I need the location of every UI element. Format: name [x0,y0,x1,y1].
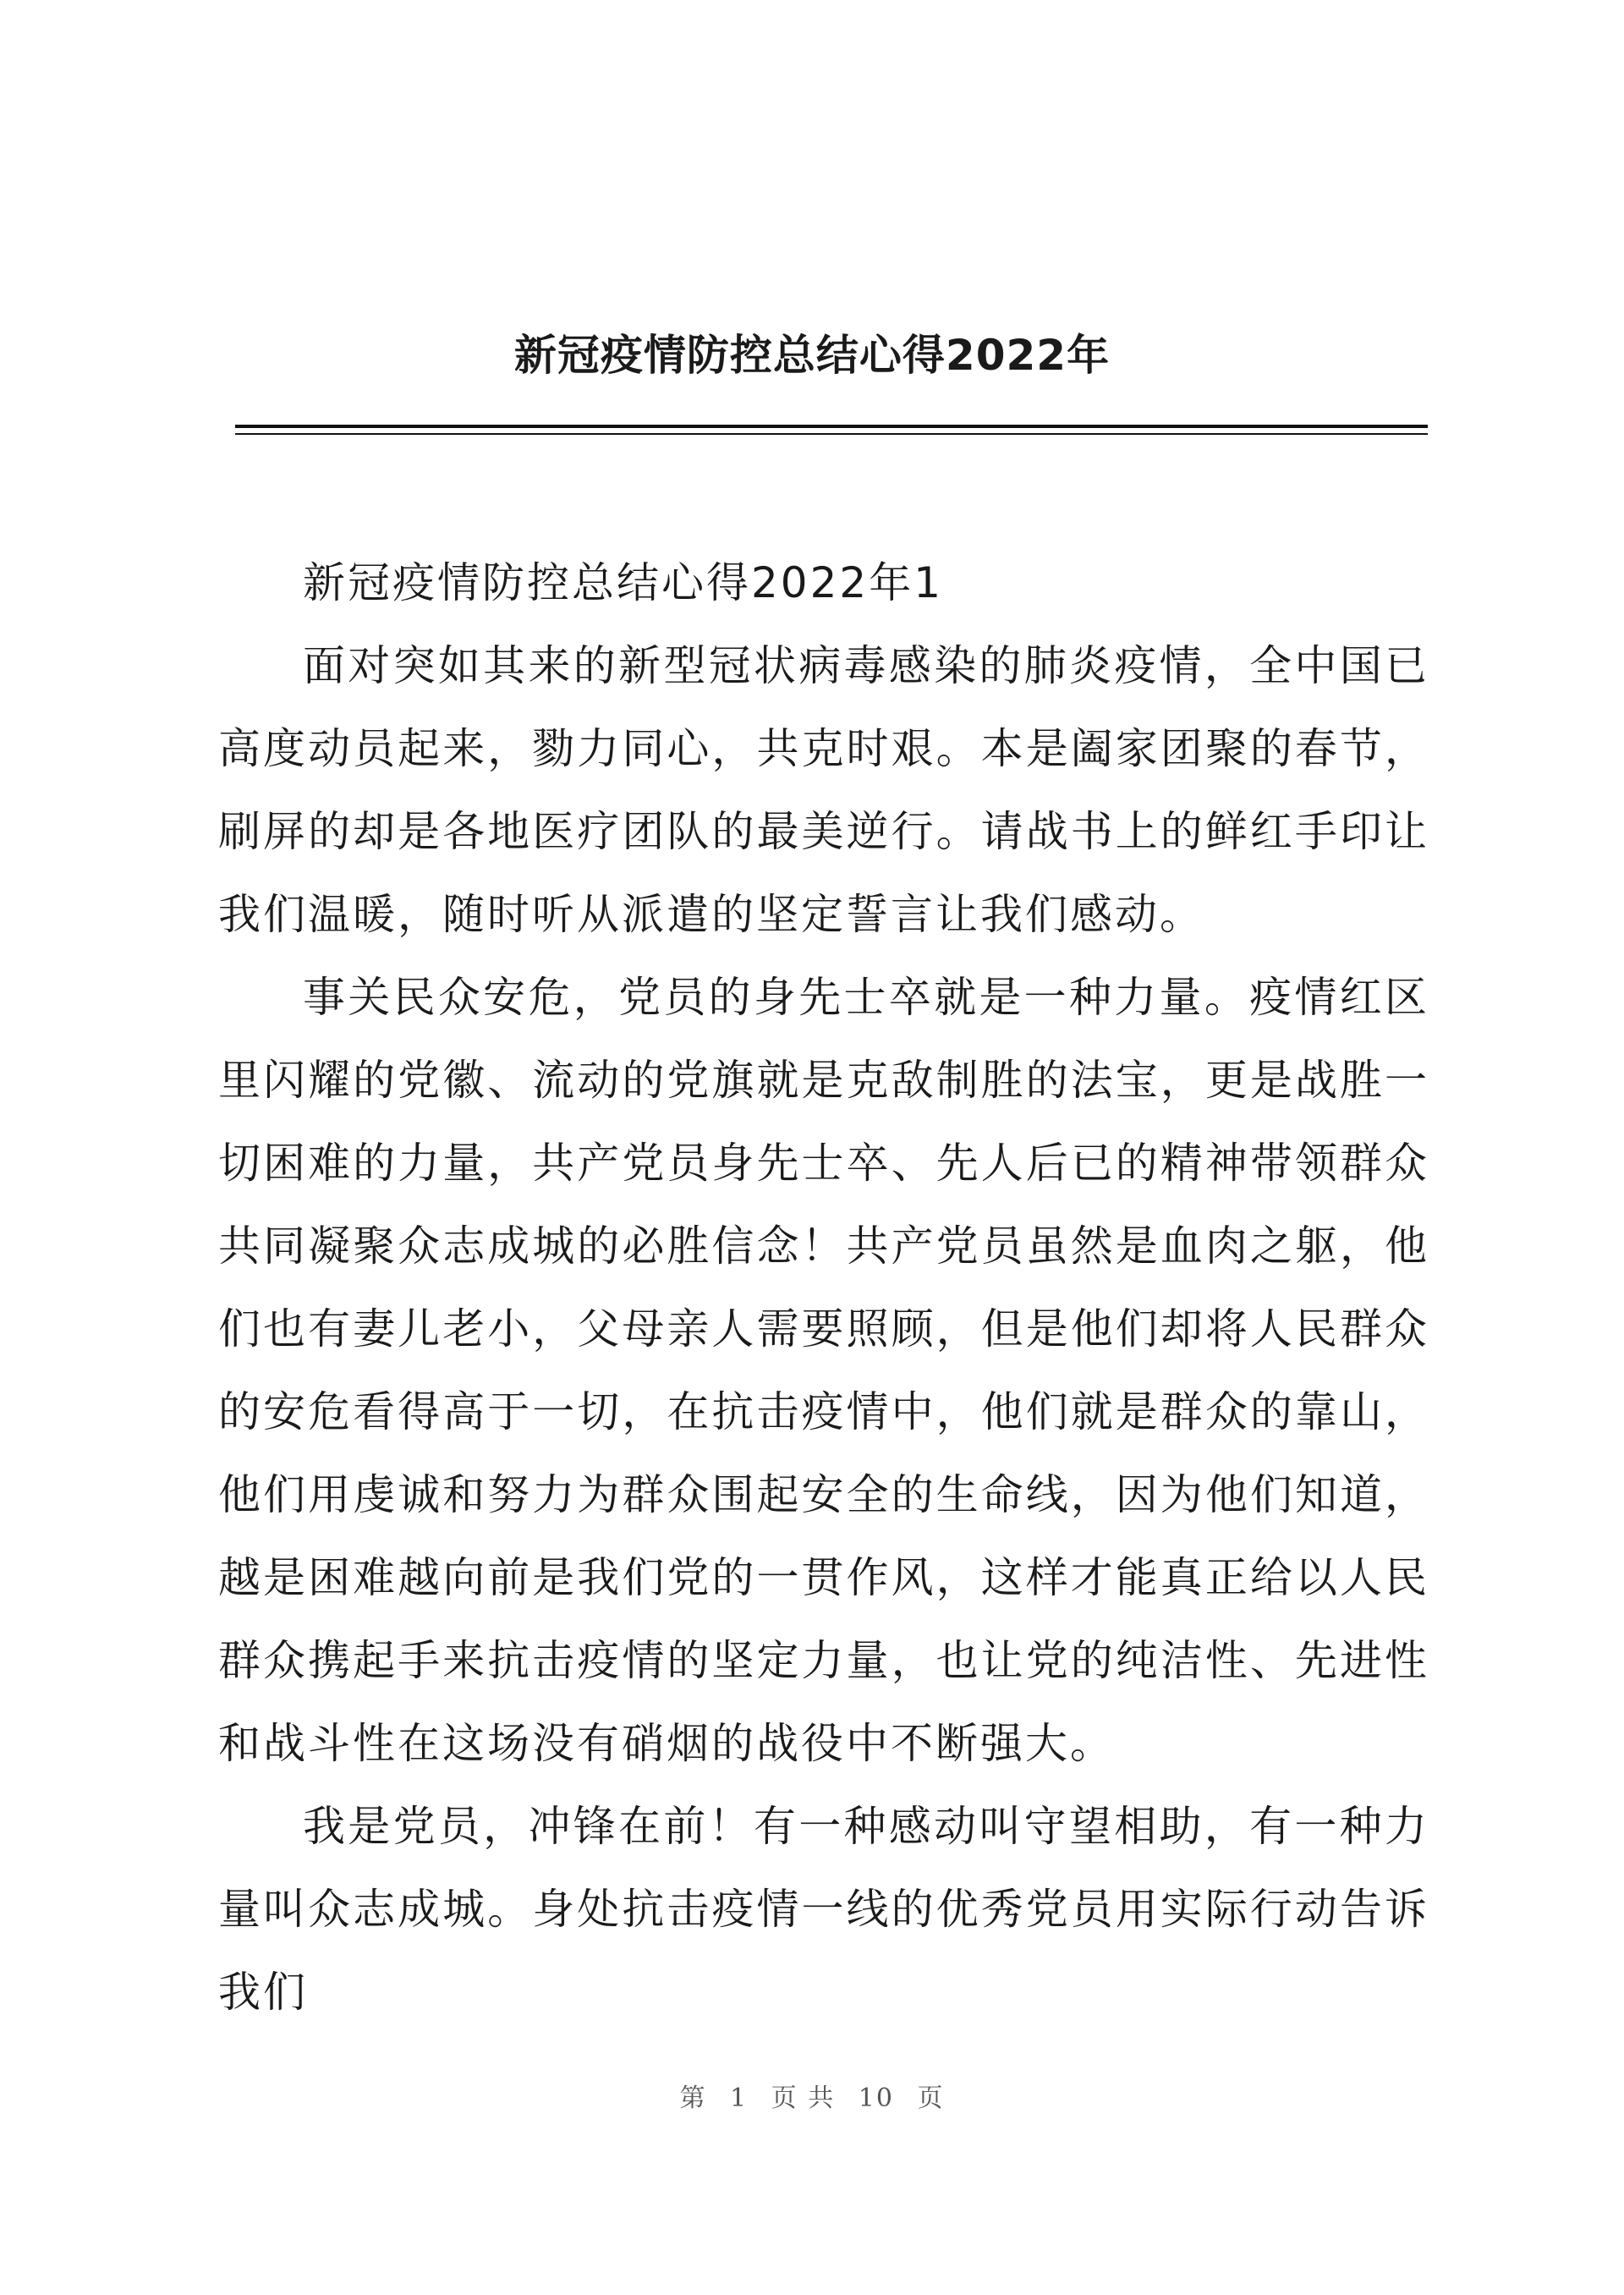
footer-current-page: 1 [730,2084,749,2113]
title-rule-thin [235,433,1428,435]
title-rule-thick [235,425,1428,428]
footer-label-page: 第 [679,2084,707,2113]
footer-total-pages: 10 [858,2084,894,2113]
page-footer [0,2077,1624,2114]
paragraph: 面对突如其来的新型冠状病毒感染的肺炎疫情，全中国已高度动员起来，勠力同心，共克时艰。本是阖家团聚的春节，刷屏的却是各地医疗团队的最美逆行。请战书上的鲜红手印让我们温暖，随时听从派遣的坚定誓言让我们感动。 [218,641,1429,939]
paragraph-subtitle: 新冠疫情防控总结心得2022年1 [303,558,944,607]
paragraph: 我是党员，冲锋在前！有一种感动叫守望相助，有一种力量叫众志成城。身处抗击疫情一线的优秀党员用实际行动告诉我们 [218,1802,1429,2017]
footer-label-pages: 页 [917,2084,945,2113]
footer-label-of: 页 共 [771,2084,836,2113]
document-body [218,541,1429,2034]
paragraph: 事关民众安危，党员的身先士卒就是一种力量。疫情红区里闪耀的党徽、流动的党旗就是克敌制胜的法宝，更是战胜一切困难的力量，共产党员身先士卒、先人后已的精神带领群众共同凝聚众志成城的必胜信念！共产党员虽然是血肉之躯，他们也有妻儿老小，父母亲人需要照顾，但是他们却将人民群众的安危看得高于一切，在抗击疫情中，他们就是群众的靠山，他们用虔诚和努力为群众围起安全的生命线，因为他们知道，越是困难越向前是我们党的一贯作风，这样才能真正给以人民群众携起手来抗击疫情的坚定力量，也让党的纯洁性、先进性和战斗性在这场没有硝烟的战役中不断强大。 [218,973,1429,1768]
page-title: 新冠疫情防控总结心得2022年 [513,331,1111,380]
